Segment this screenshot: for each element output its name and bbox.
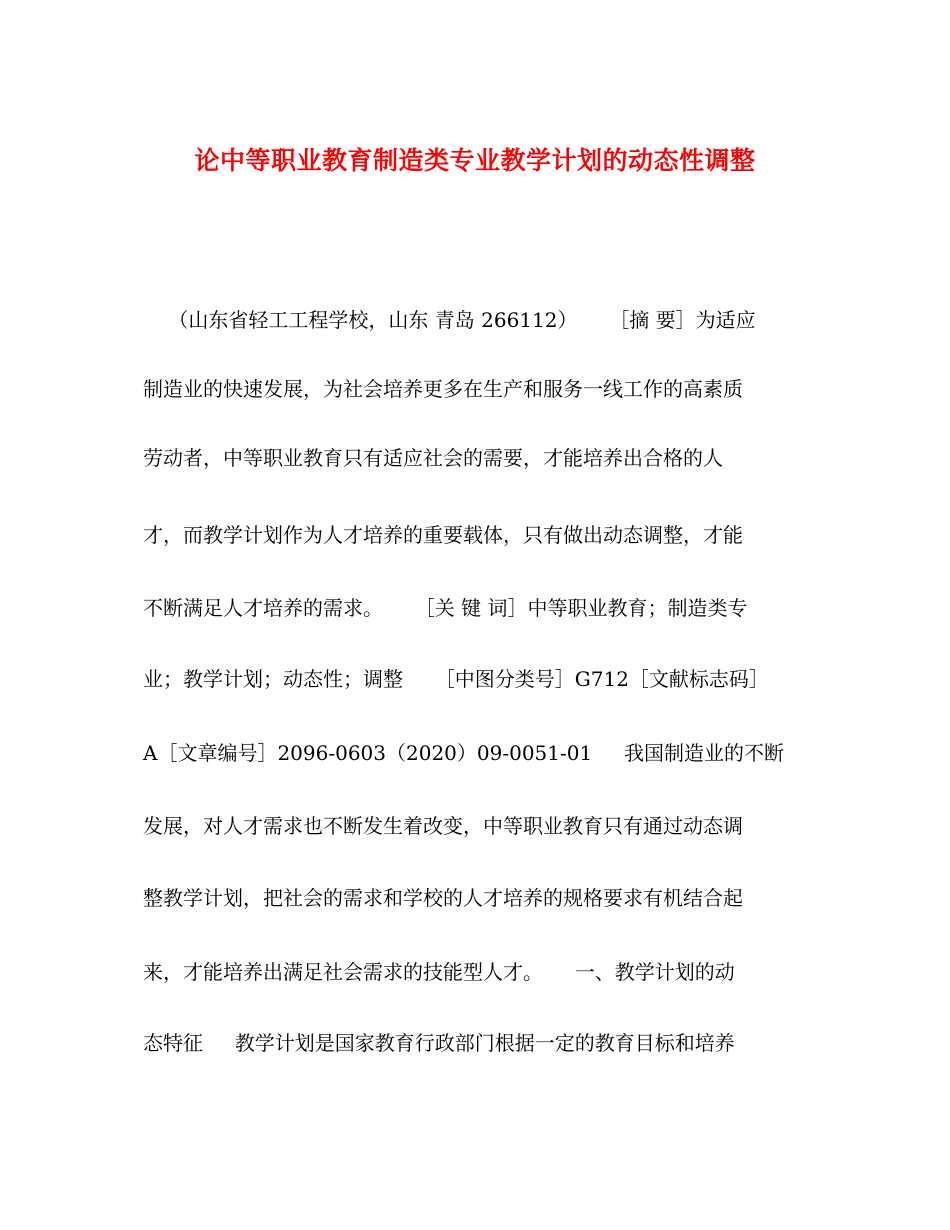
body-line: A［文章编号］2096-0603（2020）09-0051-01 我国制造业的不断 — [143, 741, 784, 765]
body-line: （山东省轻工工程学校，山东 青岛 266112） ［摘 要］为适应 — [143, 308, 756, 332]
body-line: 不断满足人才培养的需求。 ［关 键 词］中等职业教育；制造类专 — [143, 596, 748, 620]
body-line: 劳动者，中等职业教育只有适应社会的需要，才能培养出合格的人 — [143, 446, 723, 470]
document-title: 论中等职业教育制造类专业教学计划的动态性调整 — [194, 146, 756, 175]
body-line: 来，才能培养出满足社会需求的技能型人才。 一、教学计划的动 — [143, 960, 735, 984]
body-line: 才，而教学计划作为人才培养的重要载体，只有做出动态调整，才能 — [143, 523, 743, 547]
body-line: 整教学计划，把社会的需求和学校的人才培养的规格要求有机结合起 — [143, 886, 743, 910]
body-line: 业；教学计划；动态性；调整 ［中图分类号］G712［文献标志码］ — [143, 667, 769, 691]
body-line: 发展，对人才需求也不断发生着改变，中等职业教育只有通过动态调 — [143, 814, 743, 838]
body-line: 制造业的快速发展，为社会培养更多在生产和服务一线工作的高素质 — [143, 377, 743, 401]
body-line: 态特征 教学计划是国家教育行政部门根据一定的教育目标和培养 — [143, 1031, 735, 1055]
